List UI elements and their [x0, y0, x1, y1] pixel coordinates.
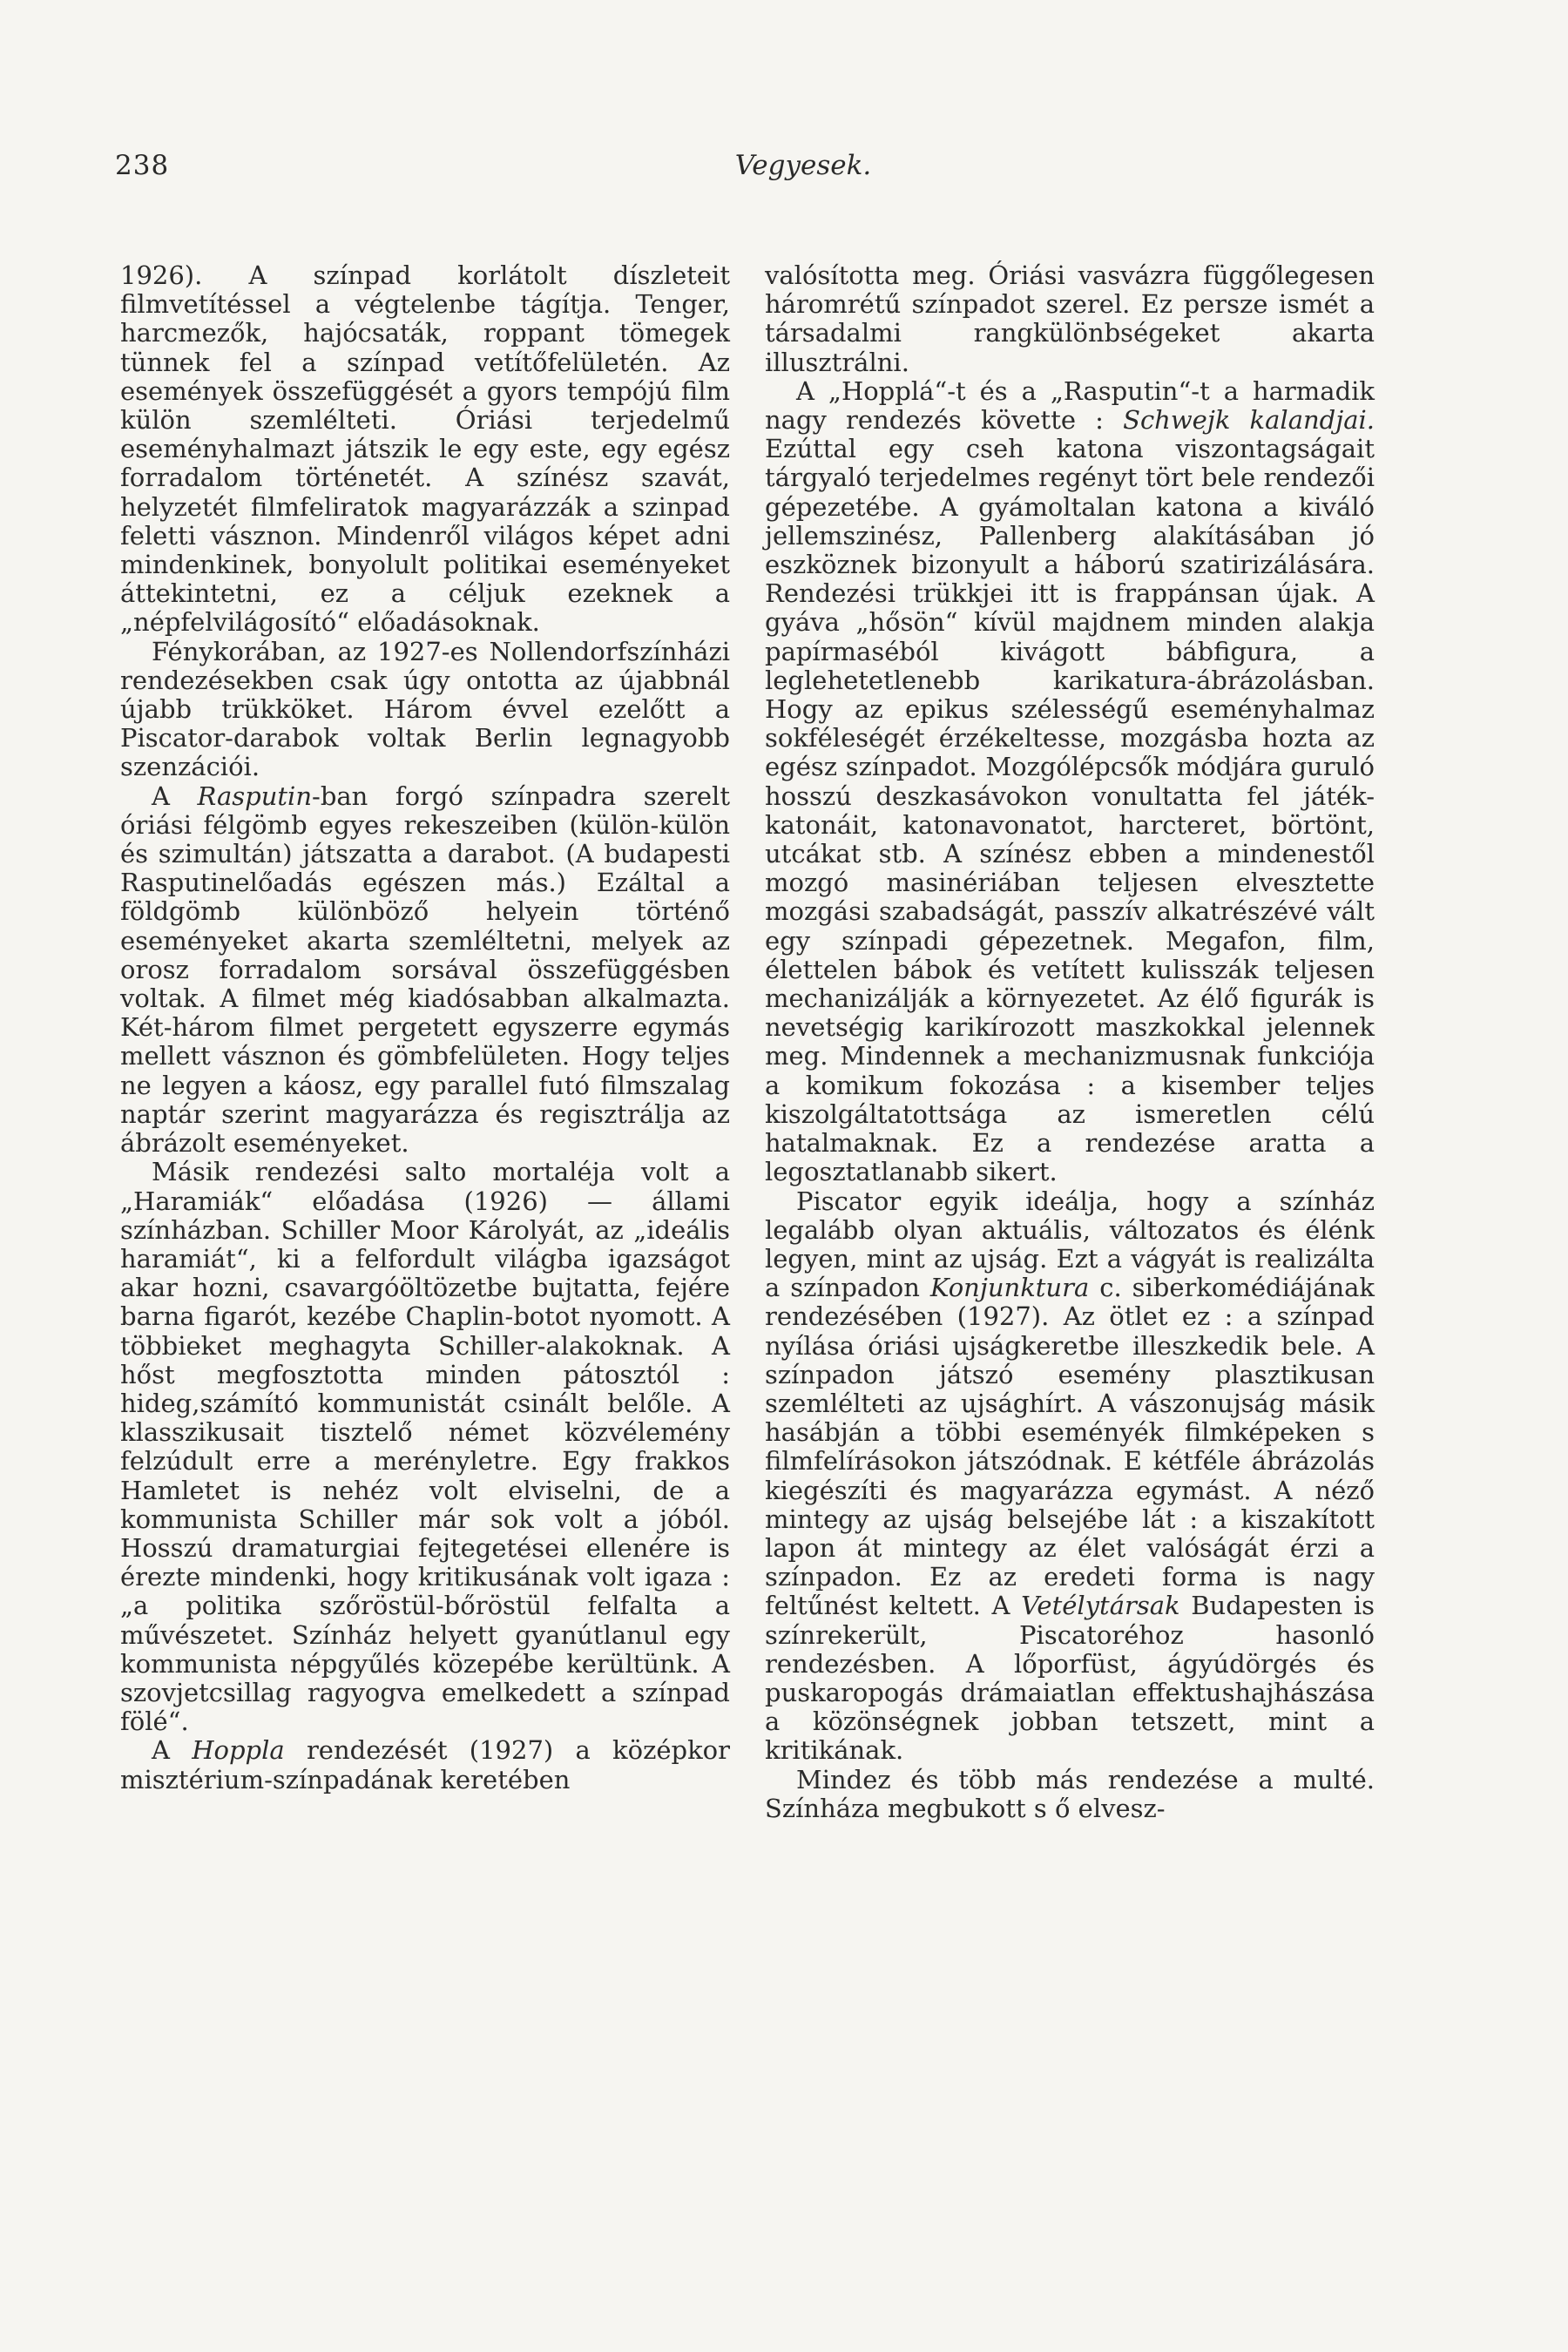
text-run: Fénykorában, az 1927-es Nollendorfszínházi rendezésekben csak úgy ontotta az újabbnál újabb trükköket. Három évvel ezelőtt a Piscator-darabok voltak Berlin legnagyobb szenzációi.: [120, 636, 730, 782]
page-number: 238: [115, 150, 170, 181]
text-run: Budapesten is színrekerült, Piscatoréhoz hasonló rendezésben. A lőporfüst, ágyúdörgés és puskaropogás drámaiatlan effektushajhászása a közönségnek jobban tetszett, mint a kritikának.: [765, 1591, 1375, 1766]
text-run: c. siberkomédiájának rendezésében (1927). Az ötlet ez : a színpad nyílása óriási ujságkeretbe illeszkedik bele. A színpadon játszó esemény plasztikusan szemlélteti az ujsághírt. A vászonujság másik hasábján a többi eseményék filmképeken s filmfelírásokon játszódnak. E kétféle ábrázolás kiegészíti és magyarázza egymást. A néző mintegy az ujság belsejébe lát : a kiszakított lapon át mintegy az élet valóságát érzi a színpadon. Ez az eredeti forma is nagy feltűnést keltett. A: [765, 1273, 1375, 1621]
paragraph: [765, 377, 1375, 1187]
italic-title: Vetélytársak: [1021, 1591, 1180, 1621]
text-run: Ezúttal egy cseh katona viszontagságait tárgyaló terjedelmes regényt tört bele rendezői gépezetébe. A gyámoltalan katona a kiváló jellemszinész, Pallenberg alakításában jó eszköznek bizonyult a háború szatirizálására. Rendezési trükkjei itt is frappánsan újak. A gyáva „hősön“ kívül majdnem minden alakja papírmaséból kivágott bábfigura, a leglehetetlenebb karikatura-ábrázolásban. Hogy az epikus szélességű eseményhalmaz sokféleségét érzékeltesse, mozgásba hozta az egész színpadot. Mozgólépcsők módjára guruló hosszú deszkasávokon vonultatta fel játék-katonáit, katonavonatot, harcteret, börtönt, utcákat stb. A színész ebben a mindenestől mozgó masinériában teljesen elvesztette mozgási szabadságát, passzív alkatrészévé vált egy színpadi gépezetnek. Megafon, film, élettelen bábok és vetített kulisszák teljesen mechanizálják a környezetet. Az élő figurák is nevetségig karikírozott maszkokkal jelennek meg. Mindennek a mechanizmusnak funkciója a komikum fokozása : a kisember teljes kiszolgáltatottsága az ismeretlen célú hatalmaknak. Ez a rendezése aratta a legosztatlanabb sikert.: [765, 434, 1375, 1187]
paragraph: [120, 782, 730, 1159]
italic-title: Schwejk kalandjai.: [1123, 405, 1375, 436]
paragraph: [120, 638, 730, 782]
italic-title: Konjunktura: [929, 1273, 1090, 1303]
text-run: Másik rendezési salto mortaléja volt a „Haramiák“ előadása (1926) — állami színházban. Schiller Moor Károlyát, az „ideális haramiát“, ki a felfordult világba igazságot akar hozni, csavargóöltözetbe bujtatta, fejére barna figarót, kezébe Chaplin-botot nyomott. A többieket meghagyta Schiller-alakoknak. A hőst megfosztotta minden pátosztól : hideg,számító kommunistát csinált belőle. A klasszikusait tisztelő német közvélemény felzúdult erre a merényletre. Egy frakkos Hamletet is nehéz volt elviselni, de a kommunista Schiller már sok volt a jóból. Hosszú dramaturgiai fejtegetései ellenére is érezte mindenki, hogy kritikusának volt igaza : „a politika szőröstül-bőröstül felfalta a művészetet. Színház helyett gyanútlanul egy kommunista népgyűlés közepébe kerültünk. A szovjetcsillag ragyogva emelkedett a színpad fölé“.: [120, 1157, 730, 1737]
paragraph: [120, 1736, 730, 1794]
paragraph: [120, 1158, 730, 1736]
right-text-column: [765, 261, 1375, 1823]
running-title: Vegyesek.: [734, 150, 872, 181]
text-run: valósította meg. Óriási vasvázra függőlegesen háromrétű színpadot szerel. Ez persze ismét a társadalmi rangkülönbségeket akarta illusztrálni.: [765, 260, 1375, 377]
italic-title: Hoppla: [192, 1735, 285, 1766]
left-text-column: [120, 261, 730, 1794]
text-run: -ban forgó színpadra szerelt óriási félgömb egyes rekeszeiben (külön-külön és szimultán) játszatta a darabot. (A budapesti Rasputinelőadás egészen más.) Ezáltal a földgömb különböző helyein történő eseményeket akarta szemléltetni, melyek az orosz forradalom sorsával összefüggésben voltak. A filmet még kiadósabban alkalmazta. Két-három filmet pergetett egyszerre egymás mellett vásznon és gömbfelületen. Hogy teljes ne legyen a káosz, egy parallel futó filmszalag naptár szerint magyarázza és regisztrálja az ábrázolt eseményeket.: [120, 781, 730, 1159]
text-run: Piscator egyik ideálja, hogy a színház legalább olyan aktuális, változatos és élénk legyen, mint az ujság. Ezt a vágyát is realizálta a színpadon: [765, 1186, 1375, 1303]
paragraph: [765, 1766, 1375, 1823]
paragraph: [765, 261, 1375, 377]
paragraph: [120, 261, 730, 638]
italic-title: Rasputin: [197, 781, 313, 811]
page-header: [115, 150, 1456, 193]
text-run: A: [152, 781, 198, 811]
text-run: A: [152, 1735, 193, 1766]
text-run: A „Hopplá“-t és a „Rasputin“-t a harmadik nagy rendezés követte :: [765, 375, 1375, 436]
text-run: rendezését (1927) a középkor misztérium-színpadának keretében: [120, 1735, 730, 1794]
text-run: Mindez és több más rendezése a multé. Színháza megbukott s ő elvesz-: [765, 1764, 1375, 1823]
paragraph: [765, 1187, 1375, 1766]
text-run: 1926). A színpad korlátolt díszleteit filmvetítéssel a végtelenbe tágítja. Tenger, harcmezők, hajócsaták, roppant tömegek tünnek fel a színpad vetítőfelületén. Az események összefüggését a gyors tempójú film külön szemlélteti. Óriási terjedelmű eseményhalmazt játszik le egy este, egy egész forradalom történetét. A színész szavát, helyzetét filmfeliratok magyarázzák a szinpad feletti vásznon. Mindenről világos képet adni mindenkinek, bonyolult politikai eseményeket áttekintetni, ez a céljuk ezeknek a „népfelvilágosító“ előadásoknak.: [120, 260, 730, 638]
